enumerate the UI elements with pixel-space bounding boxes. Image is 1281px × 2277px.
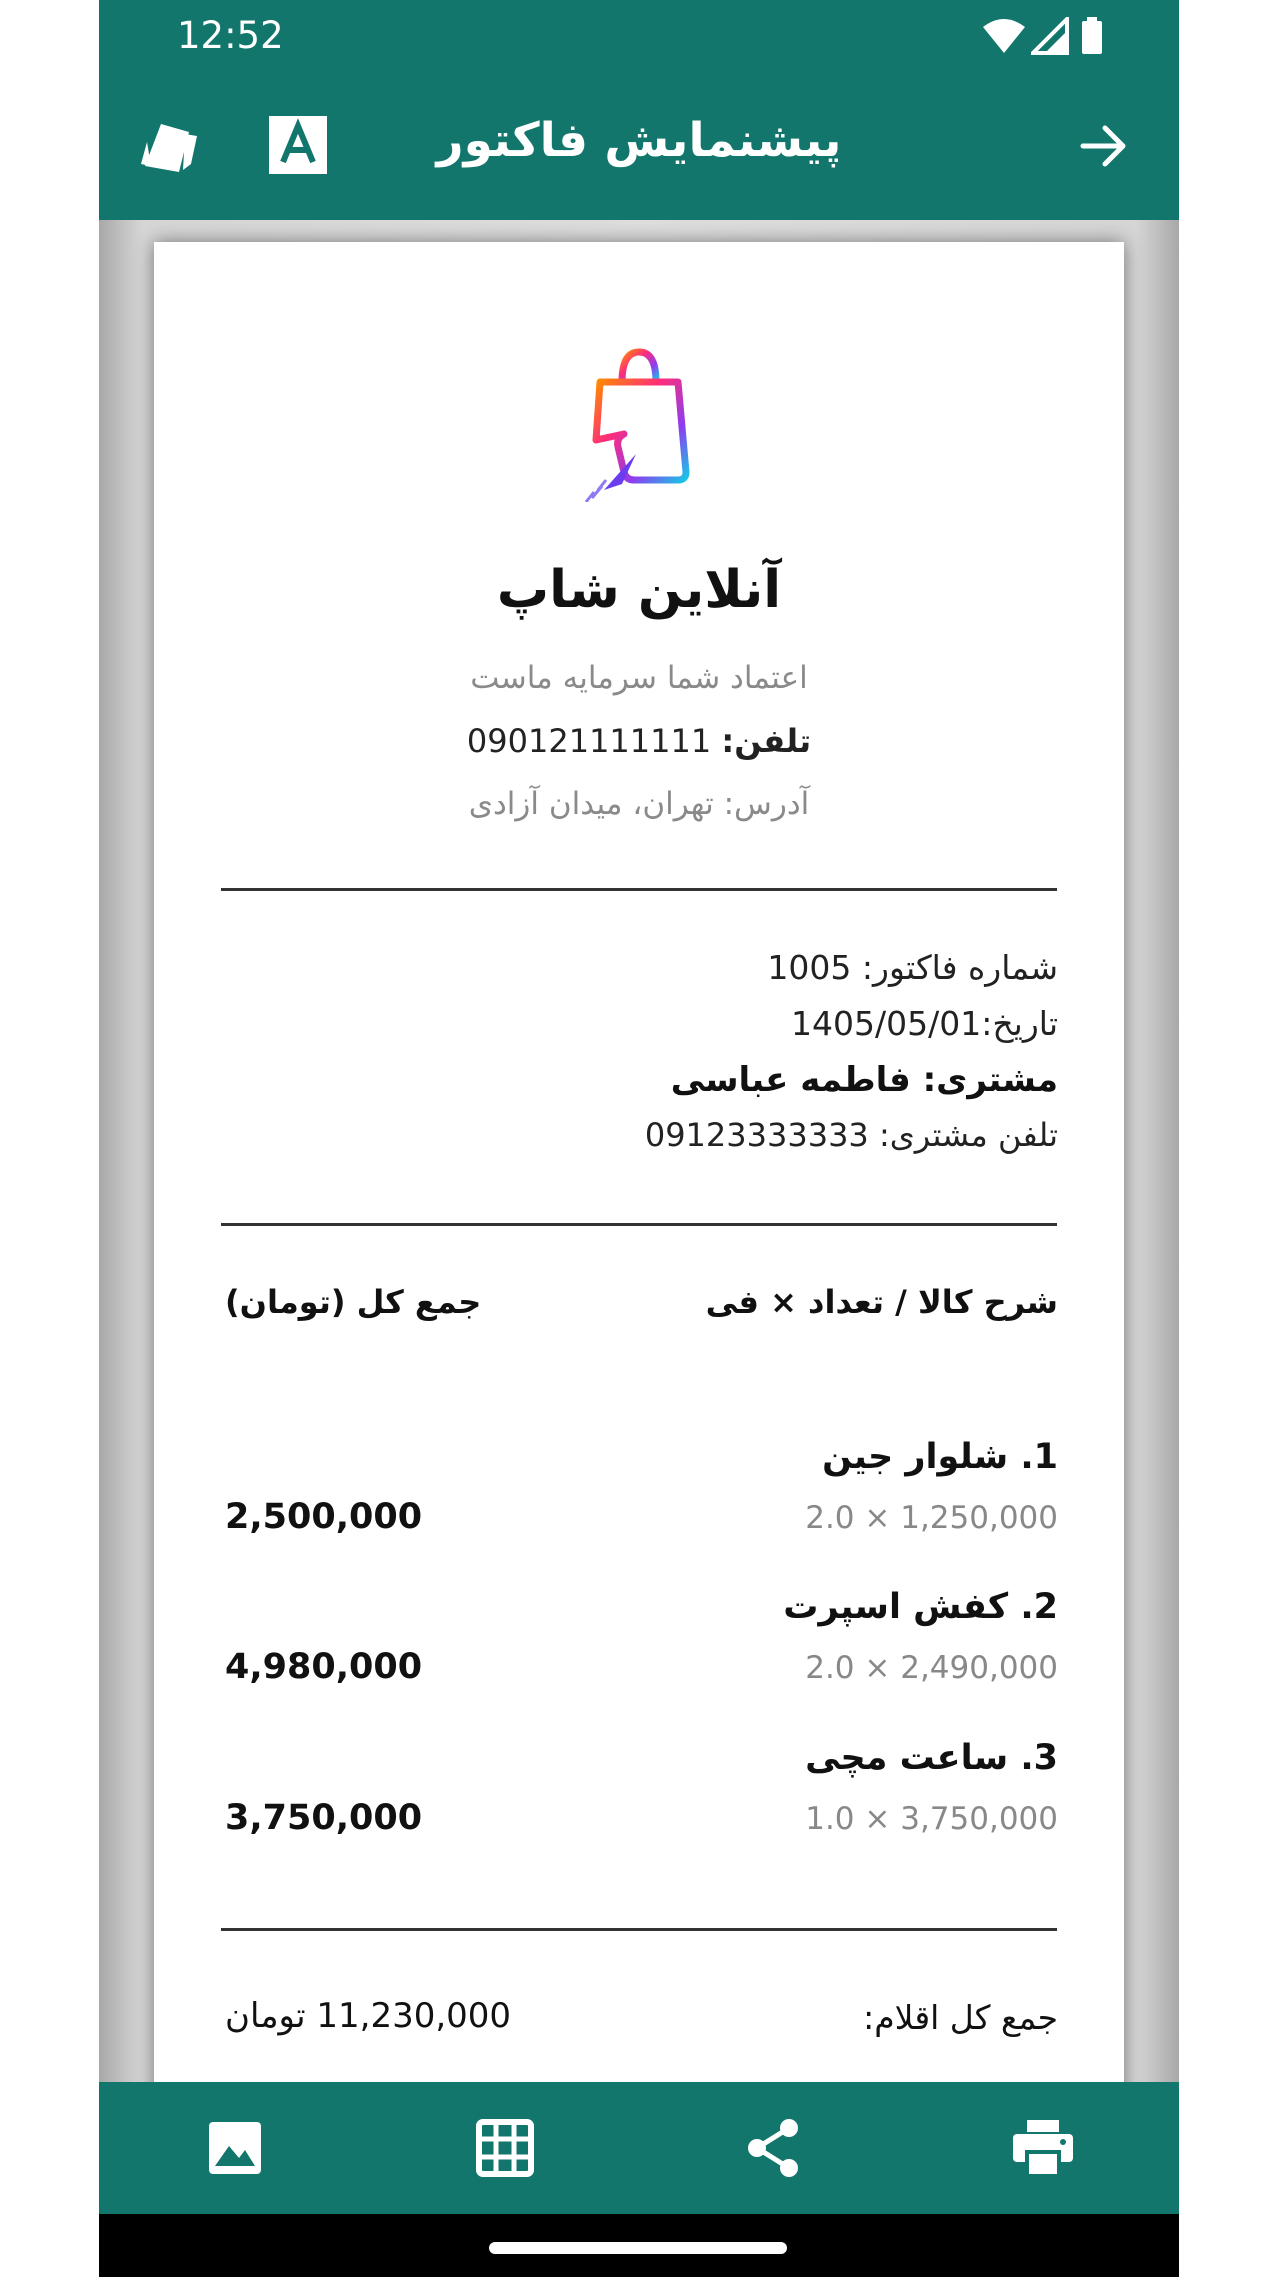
invoice-date-label: تاریخ: (981, 1004, 1058, 1043)
image-icon[interactable] (203, 2116, 267, 2180)
store-phone-value: 090121111111 (466, 722, 712, 760)
invoice-customer (671, 1060, 1058, 1100)
system-nav-bar (99, 2214, 1179, 2277)
customer-label: مشتری: (922, 1060, 1058, 1100)
store-name: آنلاین شاپ (496, 560, 782, 620)
item-title: 1. شلوار جین (822, 1437, 1058, 1477)
status-time: 12:52 (177, 14, 284, 57)
invoice-number-value: 1005 (767, 948, 852, 987)
wifi-icon (981, 17, 1027, 55)
store-phone-label: تلفن: (721, 722, 812, 760)
column-header-total: جمع کل (تومان) (225, 1283, 482, 1321)
store-address: آدرس: تهران، میدان آزادی (468, 786, 810, 822)
column-header-description: شرح کالا / تعداد × فی (705, 1283, 1058, 1321)
item-qty-price: 2.0 × 1,250,000 (805, 1500, 1058, 1536)
divider (221, 1928, 1057, 1931)
sum-value: 11,230,000 تومان (225, 1996, 512, 2036)
home-gesture-pill[interactable] (489, 2242, 787, 2254)
store-logo (574, 342, 704, 502)
item-title: 3. ساعت مچی (805, 1738, 1058, 1778)
sum-label: جمع کل اقلام: (863, 1998, 1058, 2037)
customer-name: فاطمه عباسی (670, 1060, 911, 1100)
invoice-date-value: 1405/05/01 (791, 1004, 982, 1043)
invoice-number-label: شماره فاکتور: (861, 948, 1058, 987)
page-title: پیشنمایش فاکتور (436, 113, 842, 168)
invoice-number (767, 948, 1058, 987)
store-tagline: اعتماد شما سرمایه ماست (470, 660, 808, 696)
item-qty-price: 2.0 × 2,490,000 (805, 1650, 1058, 1686)
divider (221, 1223, 1057, 1226)
battery-icon (1081, 17, 1103, 55)
print-icon[interactable] (1011, 2116, 1075, 2180)
invoice-date (791, 1004, 1058, 1043)
back-arrow-icon[interactable] (1079, 122, 1129, 170)
table-icon[interactable] (473, 2116, 537, 2180)
customer-phone-label: تلفن مشتری: (878, 1116, 1058, 1154)
bottom-toolbar (99, 2082, 1179, 2214)
item-title: 2. کفش اسپرت (783, 1587, 1058, 1627)
phone-screen (99, 0, 1179, 2277)
item-total: 2,500,000 (225, 1497, 423, 1537)
status-bar (99, 0, 1179, 72)
store-phone (154, 722, 1124, 760)
invoice-customer-phone (645, 1116, 1058, 1154)
cell-signal-icon (1031, 17, 1069, 55)
divider (221, 888, 1057, 891)
invoice-preview-area[interactable] (99, 220, 1179, 2082)
share-icon[interactable] (741, 2116, 805, 2180)
item-total: 4,980,000 (225, 1647, 423, 1687)
invoice-paper (154, 242, 1124, 2082)
item-qty-price: 1.0 × 3,750,000 (805, 1801, 1058, 1837)
app-bar (99, 72, 1179, 220)
item-total: 3,750,000 (225, 1798, 423, 1838)
customer-phone-value: 09123333333 (644, 1116, 869, 1154)
